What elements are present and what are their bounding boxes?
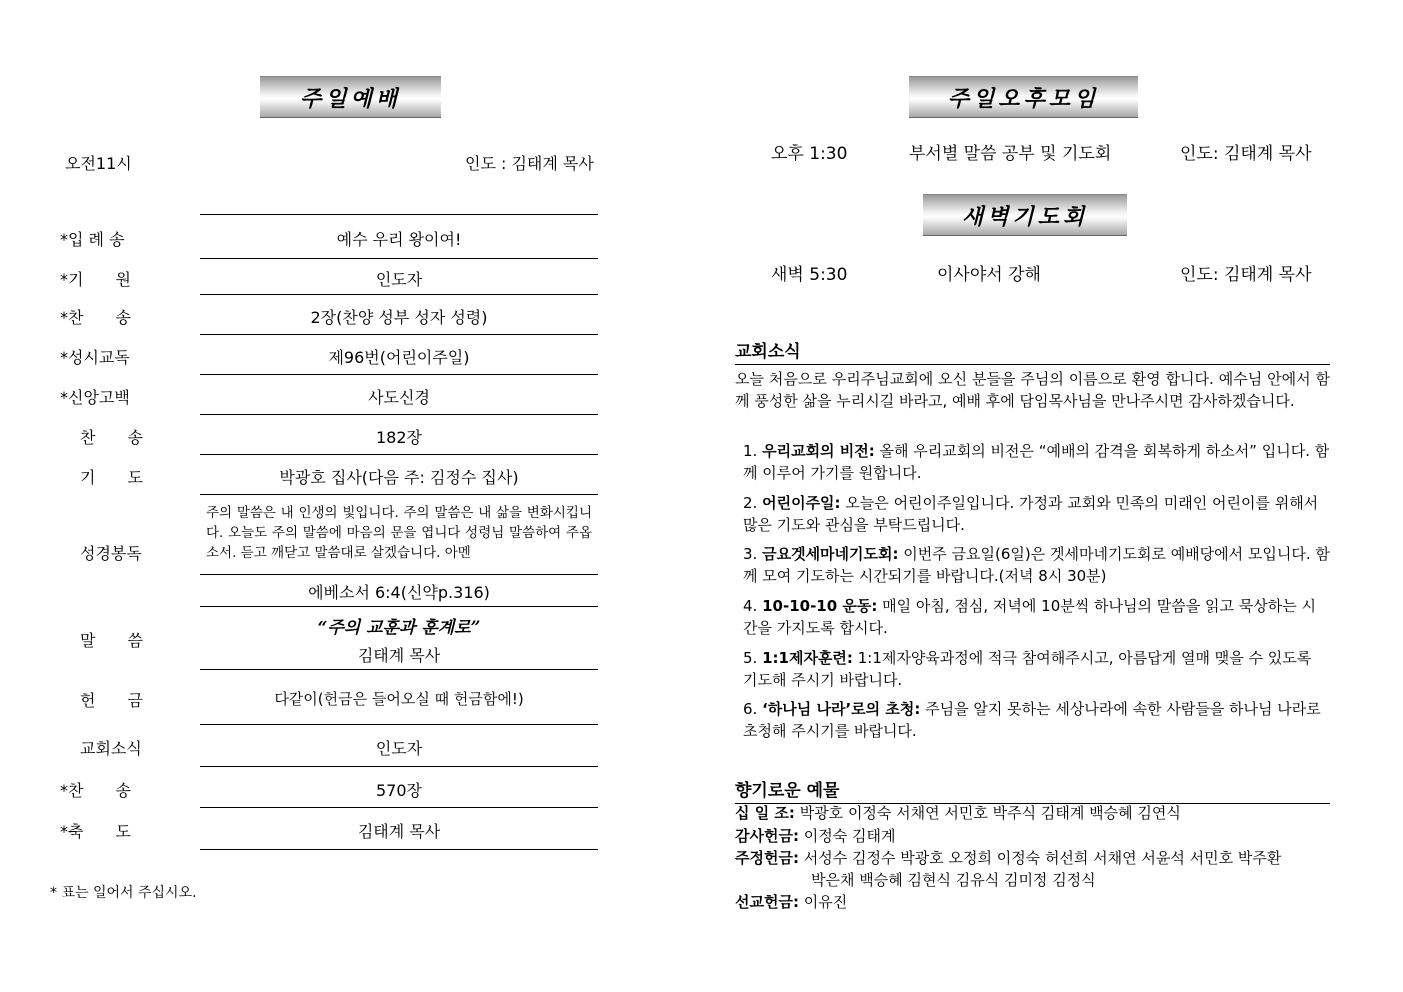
afternoon-leader: 인도: 김태계 목사 <box>1180 144 1312 164</box>
dawn-banner-title: 새벽기도회 <box>961 203 1089 230</box>
news-heading: ‘하나님 나라’로의 초청: <box>762 700 921 718</box>
table-rule <box>200 606 598 607</box>
news-heading: 우리교회의 비전: <box>762 442 875 460</box>
order-value: 박광호 집사(다음 주: 김정수 집사) <box>279 468 519 487</box>
afternoon-banner-title: 주일오후모임 <box>947 85 1100 112</box>
news-number: 4. <box>743 597 758 615</box>
order-label: 성경봉독 <box>80 544 142 563</box>
offering-label: 선교헌금: <box>735 893 799 911</box>
order-value: 인도자 <box>375 270 423 289</box>
order-label: *찬 송 <box>60 781 131 800</box>
dawn-desc: 이사야서 강해 <box>937 265 1041 285</box>
offering-names: 이유진 <box>803 893 848 911</box>
news-heading: 10-10-10 운동: <box>762 597 878 615</box>
table-rule <box>200 258 598 259</box>
dawn-time: 새벽 5:30 <box>771 265 848 285</box>
offering-label: 주정헌금: <box>735 849 799 867</box>
order-label: *신앙고백 <box>60 388 130 407</box>
order-value: 570장 <box>376 781 422 800</box>
table-rule <box>200 807 598 808</box>
offering-names: 박광호 이정숙 서채연 서민호 박주식 김태계 백승혜 김연식 <box>799 804 1181 822</box>
order-label: *찬 송 <box>60 308 131 327</box>
order-label: *축 도 <box>60 822 131 841</box>
scripture-prayer: 주의 말씀은 내 인생의 빛입니다. 주의 말씀은 내 삶을 변화시킵니다. 오늘도 주의 말씀에 마음의 문을 엽니다 성령님 말씀하여 주옵소서. 듣고 깨닫고 말씀대로 살겠습니다. 아멘 <box>206 505 592 561</box>
news-title: 교회소식 <box>735 337 1330 365</box>
order-label: 교회소식 <box>80 739 142 758</box>
order-label: 말 씀 <box>80 631 143 650</box>
table-rule <box>200 766 598 767</box>
table-rule <box>200 214 598 215</box>
worship-banner <box>260 76 441 118</box>
news-item <box>743 543 1330 587</box>
order-value: 다같이(헌금은 들어오실 때 헌금함에!) <box>274 690 524 708</box>
dawn-leader: 인도: 김태계 목사 <box>1180 265 1312 285</box>
table-rule <box>200 414 598 415</box>
scripture-reference: 에베소서 6:4(신약p.316) <box>308 583 490 602</box>
news-number: 1. <box>743 442 758 460</box>
afternoon-desc: 부서별 말씀 공부 및 기도회 <box>909 144 1112 164</box>
offering-label: 십 일 조: <box>735 804 795 822</box>
order-value: 2장(찬양 성부 성자 성령) <box>310 308 488 327</box>
news-item <box>743 440 1330 484</box>
standing-footnote: * 표는 일어서 주십시오. <box>50 885 197 901</box>
dawn-banner <box>923 194 1127 236</box>
offering-row <box>735 825 895 847</box>
order-label: *성시교독 <box>60 348 130 367</box>
offering-names: 이정숙 김태계 <box>803 827 896 845</box>
table-rule <box>200 294 598 295</box>
news-body: 주님을 알지 못하는 세상나라에 속한 사람들을 하나님 나라로 초청해 주시기를 바랍니다. <box>743 700 1321 740</box>
order-label: 찬 송 <box>80 428 143 447</box>
news-number: 3. <box>743 545 758 563</box>
news-number: 2. <box>743 494 758 512</box>
sermon-title: “주의 교훈과 훈계로” <box>317 618 481 638</box>
order-value: 제96번(어린이주일) <box>328 348 470 367</box>
news-number: 6. <box>743 700 758 718</box>
sermon-preacher: 김태계 목사 <box>357 646 441 665</box>
offering-title: 향기로운 예물 <box>735 776 1330 804</box>
news-item <box>743 698 1330 742</box>
news-body: 이번주 금요일(6일)은 겟세마네기도회로 예배당에서 모입니다. 함께 모여 기도하는 시간되기를 바랍니다.(저녁 8시 30분) <box>743 545 1330 585</box>
table-rule <box>200 494 598 495</box>
news-body: 1:1제자양육과정에 적극 참여해주시고, 아름답게 열매 맺을 수 있도록 기도해 주시기 바랍니다. <box>743 649 1312 689</box>
order-label: 헌 금 <box>80 691 143 710</box>
order-label: 기 도 <box>80 468 143 487</box>
table-rule <box>200 669 598 670</box>
news-number: 5. <box>743 649 758 667</box>
table-rule <box>200 374 598 375</box>
order-value: 사도신경 <box>368 388 430 407</box>
news-intro: 오늘 처음으로 우리주님교회에 오신 분들을 주님의 이름으로 환영 합니다. 예수님 안에서 함께 풍성한 삶을 누리시길 바라고, 예배 후에 담임목사님을 만나주시면 감사하겠습니다. <box>735 370 1330 410</box>
table-rule <box>200 334 598 335</box>
table-rule <box>200 724 598 725</box>
offering-row <box>735 891 847 913</box>
news-item <box>743 647 1330 691</box>
order-label: *기 원 <box>60 270 131 289</box>
order-label: *입 례 송 <box>60 230 125 249</box>
order-value: 예수 우리 왕이여! <box>336 230 462 249</box>
news-heading: 어린이주일: <box>762 494 841 512</box>
news-body: 매일 아침, 점심, 저녁에 10분씩 하나님의 말씀을 읽고 묵상하는 시간을 가지도록 합시다. <box>743 597 1316 637</box>
news-heading: 1:1제자훈련: <box>762 649 853 667</box>
worship-banner-title: 주일예배 <box>299 85 401 112</box>
offering-row-continued: 박은채 백승혜 김현식 김유식 김미정 김정식 <box>811 871 1096 889</box>
news-heading: 금요겟세마네기도회: <box>762 545 899 563</box>
offering-label: 감사헌금: <box>735 827 799 845</box>
order-value: 김태계 목사 <box>357 822 441 841</box>
afternoon-banner <box>909 76 1138 118</box>
table-rule <box>200 454 598 455</box>
news-body: 오늘은 어린이주일입니다. 가정과 교회와 민족의 미래인 어린이를 위해서 많은 기도와 관심을 부탁드립니다. <box>743 494 1319 534</box>
order-value: 인도자 <box>375 739 423 758</box>
worship-time: 오전11시 <box>65 154 132 173</box>
offering-row <box>735 802 1181 824</box>
offering-row <box>735 847 1281 869</box>
news-item <box>743 595 1330 639</box>
table-rule <box>200 574 598 575</box>
order-value: 182장 <box>376 428 422 447</box>
news-body: 올해 우리교회의 비전은 “예배의 감격을 회복하게 하소서” 입니다. 함께 이루어 가기를 원합니다. <box>743 442 1330 482</box>
table-rule <box>200 849 598 850</box>
worship-leader: 인도 : 김태계 목사 <box>465 154 594 173</box>
offering-names: 서성수 김정수 박광호 오정희 이정숙 허선희 서채연 서윤석 서민호 박주환 <box>803 849 1282 867</box>
news-item <box>743 492 1330 536</box>
afternoon-time: 오후 1:30 <box>771 144 848 164</box>
